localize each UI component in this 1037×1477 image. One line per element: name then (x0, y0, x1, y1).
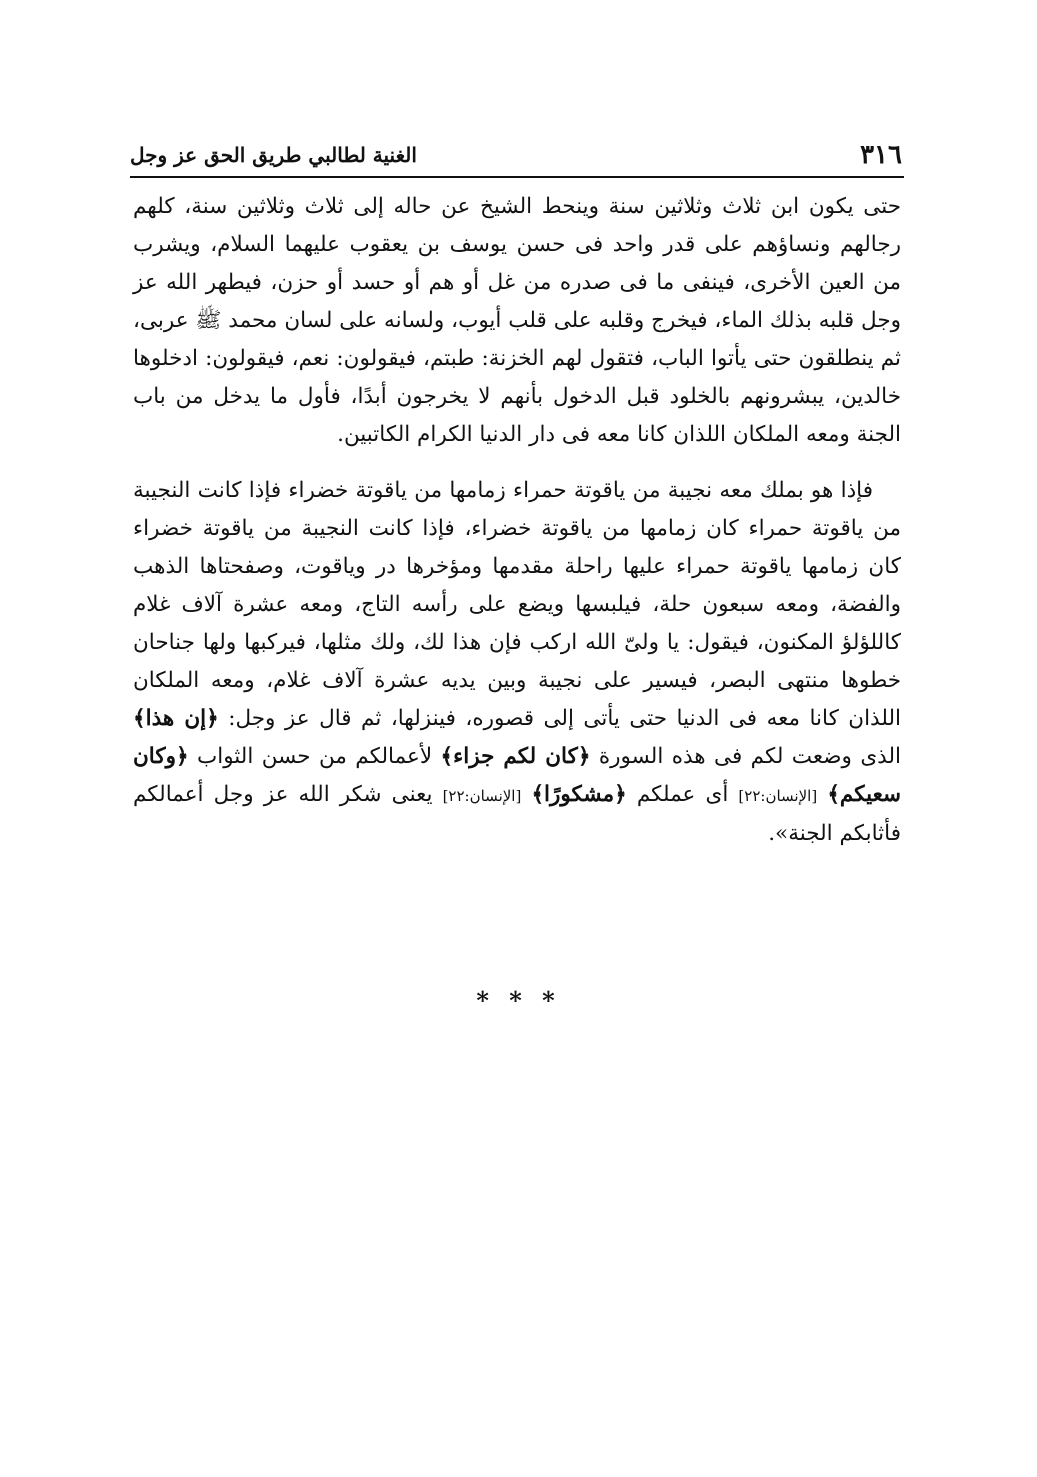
paragraph-2 (133, 472, 901, 853)
paragraph-2-text: الذى وضعت لكم فى هذه السورة (598, 744, 901, 769)
quran-quote: ﴿وكان سعيكم﴾ (133, 744, 901, 807)
paragraph-2-text: يعنى شكر الله عز وجل أعمالكم فأثابكم الجنة». (133, 782, 901, 846)
paragraph-2-text: فإذا هو بملك معه نجيبة من ياقوتة حمراء زمامها من ياقوتة خضراء فإذا كانت النجيبة من ياقوتة حمراء كان زمامها من ياقوتة خضراء، فإذا كانت النجيبة من ياقوتة خضراء كان زمامها ياقوتة حمراء عليها راحلة مقدمها ومؤخرها در وياقوت، وصفحتاها الذهب والفضة، ومعه سبعون حلة، فيلبسها ويضع على رأسه التاج، ومعه عشرة آلاف غلام كاللؤلؤ المكنون، فيقول: يا ولىّ الله اركب فإن هذا لك، ولك مثلها، فيركبها ولها جناحان خطوها منتهى البصر، فيسير على نجيبة وبين يديه عشرة آلاف غلام، ومعه الملكان اللذان كانا معه فى الدنيا حتى يأتى إلى قصوره، فينزلها، ثم قال عز وجل: (133, 478, 901, 731)
verse-citation: [الإنسان:٢٢] (738, 787, 818, 805)
section-separator: * * * (476, 986, 561, 1015)
page-number: ٣١٦ (860, 140, 902, 170)
quran-quote: ﴿كان لكم جزاء﴾ (440, 744, 591, 769)
verse-citation: [الإنسان:٢٢] (442, 787, 522, 805)
page-header (130, 138, 902, 172)
book-title: الغنية لطالبي طريق الحق عز وجل (130, 143, 417, 167)
header-rule (130, 176, 904, 178)
quran-quote: ﴿مشكورًا﴾ (531, 782, 627, 807)
paragraph-2-text: أى عملكم (636, 782, 729, 807)
paragraph-2-text: لأعمالكم من حسن الثواب (196, 744, 433, 769)
paragraph-1: حتى يكون ابن ثلاث وثلاثين سنة وينحط الشيخ عن حاله إلى ثلاث وثلاثين سنة، كلهم رجالهم ونساؤهم على قدر واحد فى حسن يوسف بن يعقوب عليهما السلام، ويشرب من العين الأخرى، فينفى ما فى صدره من غل أو هم أو حسد أو حزن، فيطهر الله عز وجل قلبه بذلك الماء، فيخرج وقلبه على قلب أيوب، ولسانه على لسان محمد ﷺ عربى، ثم ينطلقون حتى يأتوا الباب، فتقول لهم الخزنة: طبتم، فيقولون: نعم، فيقولون: ادخلوها خالدين، يبشرونهم بالخلود قبل الدخول بأنهم لا يخرجون أبدًا، فأول ما يدخل من باب الجنة ومعه الملكان اللذان كانا معه فى دار الدنيا الكرام الكاتبين. (133, 194, 901, 447)
quran-quote: ﴿إن هذا﴾ (133, 706, 219, 731)
body-text (133, 188, 901, 853)
